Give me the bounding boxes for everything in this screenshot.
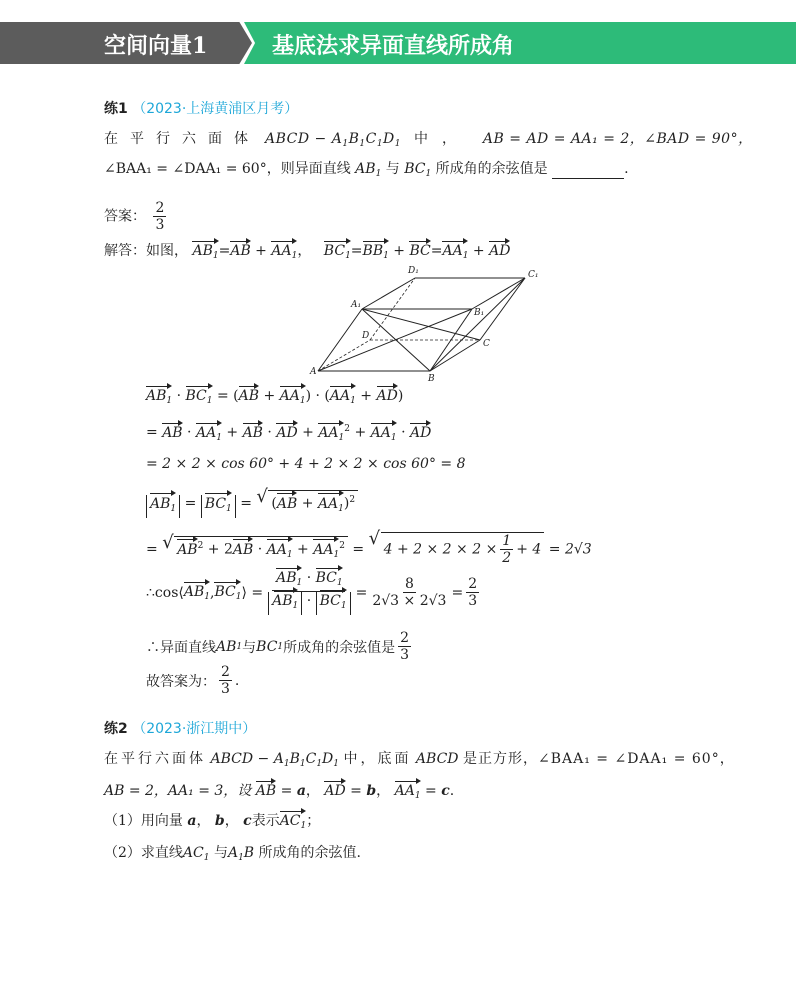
q2-source: （2023·浙江期中） — [132, 721, 257, 737]
answer-fraction — [153, 200, 166, 233]
q2-line2: AB = 2，AA₁ = 3，设 AB = a， AD = b， $AA_1 = c$. — [104, 783, 455, 801]
q1-text-end: . — [624, 161, 629, 177]
q1-heading — [104, 98, 298, 118]
conc-num: 2 — [400, 630, 410, 646]
q2-comma-1: ， — [305, 783, 320, 799]
a1-answer — [104, 200, 169, 233]
label-C1: C₁ — [528, 270, 539, 280]
header-banner — [0, 22, 796, 64]
label-D: D — [362, 331, 370, 341]
label-D1: D₁ — [408, 266, 419, 276]
answer-blank — [552, 164, 624, 179]
label-B: B — [428, 374, 435, 384]
q2-text-a: 在平行六面体 — [104, 751, 206, 767]
conc-fraction — [398, 630, 411, 663]
answer-label: 答案： — [104, 208, 146, 225]
part1-end: ； — [306, 813, 321, 829]
label-C: C — [483, 339, 490, 349]
final-den: 3 — [221, 681, 230, 697]
q1-text-e: 与 — [385, 161, 400, 177]
q2-line1: 在平行六面体 ABCD − $A_1B_1C_1D_1$ 中，底面 ABCD 是正方形，∠BAA₁ = ∠DAA₁ = 60°， — [104, 751, 735, 769]
solution-label: 解答：如图， — [104, 243, 188, 259]
result-num: 2 — [468, 576, 478, 592]
parallelepiped-figure — [300, 262, 550, 384]
result-fraction — [466, 576, 479, 609]
final-answer — [146, 664, 239, 697]
final-end: . — [234, 672, 240, 689]
part1-b: 表示 — [251, 813, 280, 829]
q2-text-end: . — [449, 783, 455, 799]
q2-heading — [104, 718, 256, 738]
conc-b: 与 — [242, 639, 257, 656]
step5-half-den: 2 — [502, 550, 512, 566]
final-label: 故答案为： — [146, 673, 216, 690]
answer-den: 3 — [155, 217, 165, 233]
q1-text-a: 在平行六面体 — [104, 131, 260, 147]
final-num: 2 — [221, 664, 230, 680]
step-6: ∴ cos ⟨ $AB_1$ , $BC_1$ ⟩ = $\frac{AB_1 \cdot BC_1}{AB_1 \cdot BC_1}$ = $\frac{8}{2√3 \times 2√3}$ = $\frac{2}{3}$ — [146, 570, 482, 615]
value-fraction — [370, 576, 448, 609]
header-subtitle: 基底法求异面直线所成角 — [272, 33, 515, 59]
answer-num: 2 — [155, 200, 165, 216]
step-3: = 2 × 2 × cos 60° + 4 + 2 × 2 × cos 60° = 8 — [146, 456, 466, 472]
part2-a: （2）求直线 — [104, 845, 183, 861]
q1-text-b: 中， — [413, 131, 470, 147]
part1-a: （1）用向量 — [104, 813, 183, 829]
step5-rhs: 4 + 2 × 2 × 2 × — [383, 541, 498, 558]
part2-c: 所成角的余弦值. — [258, 845, 361, 861]
value-den: 2√3 × 2√3 — [372, 593, 447, 609]
step-4: $AB_1 = BC_1$ = √ $(AB + AA_1)^2$ — [146, 490, 358, 518]
conc-c: 所成角的余弦值是 — [283, 639, 396, 656]
conc-a: ∴异面直线 — [146, 639, 216, 656]
q2-text-c: 是正方形，∠BAA₁ = ∠DAA₁ = 60°， — [462, 751, 735, 767]
q2-label: 练2 — [104, 721, 128, 737]
cos-word: cos — [154, 584, 179, 601]
step-5: = √ $AB^2 + 2AB \cdot AA_1 + AA_1^2$ = √ 4 + 2 × 2 × 2 × $\frac{1}{2}$ + 4 = 2√3 — [146, 532, 592, 566]
label-A: A — [310, 367, 317, 377]
q2-comma-2: ， — [376, 783, 391, 799]
q1-line2: ∠BAA₁ = ∠DAA₁ = 60°，则异面直线 $AB_1$ 与 $BC_1$ 所成角的余弦值是 . — [104, 161, 629, 179]
step-1: $AB_1 \cdot BC_1 = (AB + AA_1) \cdot (AA_1 + AD)$ — [146, 388, 404, 406]
step-2: = AB · $AA_1$ + AB · AD + $AA_1^2 + AA_1$ · AD — [146, 424, 432, 443]
final-fraction — [219, 664, 232, 697]
part2-b: 与 — [213, 845, 228, 861]
q1-label: 练1 — [104, 101, 128, 117]
conc-den: 3 — [400, 647, 410, 663]
step5-tail: + 4 — [516, 541, 542, 558]
step5-half-num: 1 — [502, 533, 512, 549]
q1-line1: 在平行六面体 ABCD − $A_1B_1C_1D_1$ 中， AB = AD = AA₁ = 2，∠BAD = 90°， — [104, 131, 753, 149]
q2-text-d: AB = 2，AA₁ = 3，设 — [104, 783, 252, 799]
label-B1: B₁ — [474, 308, 485, 318]
header-title: 空间向量1 — [104, 33, 208, 59]
a1-solution-intro: 解答：如图， $AB_1=AB + AA_1$， $BC_1=BB_1 + BC=AA_1$ + AD — [104, 243, 511, 261]
q1-text-c: AB = AD = AA₁ = 2，∠BAD = 90°， — [482, 131, 753, 147]
q2-text-b: 中，底面 — [343, 751, 412, 767]
q1-source: （2023·上海黄浦区月考） — [132, 101, 299, 117]
label-A1: A₁ — [351, 300, 362, 310]
step5-result: = 2√3 — [548, 541, 592, 558]
q1-text-d: ∠BAA₁ = ∠DAA₁ = 60°，则异面直线 — [104, 161, 351, 177]
conclusion: ∴异面直线 AB 1 与 BC 1 所成角的余弦值是 $\frac{2}{3}$ — [146, 630, 410, 663]
therefore-1: ∴ — [146, 584, 155, 601]
result-den: 3 — [468, 593, 478, 609]
cos-fraction: $\frac{AB_1 \cdot BC_1}{AB_1 \cdot BC_1}$ — [266, 570, 353, 615]
q2-part1: （1）用向量 a， b， c表示$AC_1$； — [104, 813, 321, 831]
q2-part2: （2）求直线$AC_1$ 与$A_1B$ 所成角的余弦值. — [104, 845, 361, 863]
step5-half — [500, 533, 513, 566]
q1-text-f: 所成角的余弦值是 — [435, 161, 548, 177]
value-num: 8 — [404, 576, 414, 592]
